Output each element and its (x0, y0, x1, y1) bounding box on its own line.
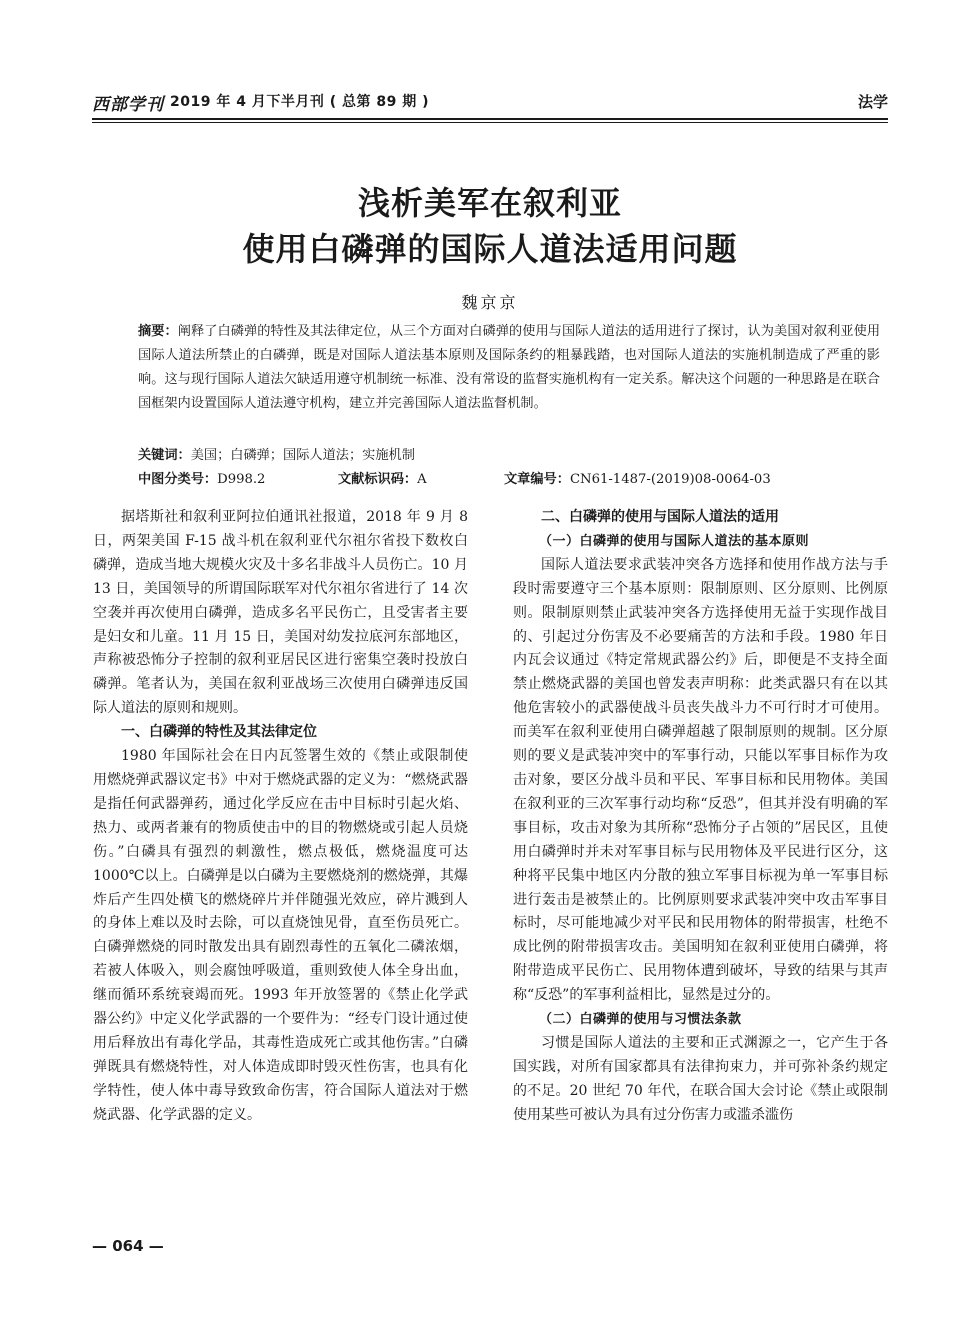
keywords-label: 关键词： (138, 448, 191, 463)
intro-paragraph: 据塔斯社和叙利亚阿拉伯通讯社报道，2018 年 9 月 8 日，两架美国 F-15 战斗机在叙利亚代尔祖尔省投下数枚白磷弹，造成当地大规模火灾及十多名非战斗人员伤亡。10 月 13 日，美国领导的所谓国际联军对代尔祖尔省进行了 14 次空袭并再次使用白磷弹，造成多名平民伤亡，且受害者主要是妇女和儿童。11 月 15 日，美国对幼发拉底河东部地区，声称被恐怖分子控制的叙利亚居民区进行密集空袭时投放白磷弹。笔者认为，美国在叙利亚战场三次使用白磷弹违反国际人道法的原则和规则。 (93, 509, 468, 717)
article-number (504, 468, 771, 492)
article-title (92, 180, 888, 272)
header-rule-thin (92, 122, 888, 123)
article-number-value: CN61-1487-(2019)08-0064-03 (569, 472, 771, 487)
clc-number (138, 468, 265, 492)
section-heading-2: 二、白磷弹的使用与国际人道法的适用 (541, 509, 779, 525)
doc-code-value: A (417, 472, 427, 487)
article-number-label: 文章编号： (504, 472, 570, 487)
abstract-label: 摘要： (138, 324, 178, 339)
header-rule (92, 118, 888, 120)
subsection-heading-2-1: （一）白磷弹的使用与国际人道法的基本原则 (539, 533, 810, 549)
page-number: — 064 — (92, 1237, 164, 1255)
doc-code-label: 文献标识码： (338, 472, 418, 487)
subsection-2-1-paragraph: 国际人道法要求武装冲突各方选择和使用作战方法与手段时需要遵守三个基本原则：限制原则、区分原则、比例原则。限制原则禁止武装冲突各方选择使用无益于实现作战目的、引起过分伤害及不必要痛苦的方法和手段。1980 年日内瓦会议通过《特定常规武器公约》后，即便是不支持全面禁止燃烧武器的美国也曾发表声明称：此类武器只有在以其他危害较小的武器使战斗员丧失战斗力不可行时才可使用。而美军在叙利亚使用白磷弹超越了限制原则的规制。区分原则的要义是武装冲突中的军事行动，只能以军事目标作为攻击对象，要区分战斗员和平民、军事目标和民用物体。美国在叙利亚的三次军事行动均称“反恐”，但其并没有明确的军事目标，攻击对象为其所称“恐怖分子占领的”居民区，且使用白磷弹时并未对军事目标与民用物体及平民进行区分，这种将平民集中地区内分散的独立军事目标视为单一军事目标进行轰击是被禁止的。比例原则要求武装冲突中攻击军事目标时，尽可能地减少对平民和民用物体的附带损害，杜绝不成比例的附带损害攻击。美国明知在叙利亚使用白磷弹，将附带造成平民伤亡、民用物体遭到破坏，导致的结果与其声称“反恐”的军事利益相比，显然是过分的。 (513, 556, 888, 1004)
running-header (92, 86, 888, 116)
document-code (338, 468, 427, 492)
title-line-1: 浅析美军在叙利亚 (357, 184, 622, 222)
author-name: 魏京京 (461, 293, 519, 312)
clc-value: D998.2 (217, 472, 266, 487)
title-line-2: 使用白磷弹的国际人道法适用问题 (242, 230, 738, 268)
right-column (513, 506, 888, 1128)
section-1-paragraph: 1980 年国际社会在日内瓦签署生效的《禁止或限制使用燃烧弹武器议定书》中对于燃烧武器的定义为：“燃烧武器是指任何武器弹药，通过化学反应在击中目标时引起火焰、热力、或两者兼有的物质使击中的目的物燃烧或引起人员烧伤。”白磷具有强烈的刺激性，燃点极低，燃烧温度可达 1000℃以上。白磷弹是以白磷为主要燃烧剂的燃烧弹，其爆炸后产生四处横飞的燃烧碎片并伴随强光效应，碎片溅到人的身体上难以及时去除，可以直烧蚀见骨，直至伤员死亡。白磷弹燃烧的同时散发出具有剧烈毒性的五氧化二磷浓烟，若被人体吸入，则会腐蚀呼吸道，重则致使人体全身出血，继而循环系统衰竭而死。1993 年开放签署的《禁止化学武器公约》中定义化学武器的一个要件为：“经专门设计通过使用后释放出有毒化学品，其毒性造成死亡或其他伤害。”白磷弹既具有燃烧特性，对人体造成即时毁灭性伤害，也具有化学特性，使人体中毒导致致命伤害，符合国际人道法对于燃烧武器、化学武器的定义。 (93, 748, 468, 1123)
journal-logo: 西部学刊 (92, 95, 164, 115)
section-label: 法学 (857, 93, 888, 111)
subsection-2-2-paragraph: 习惯是国际人道法的主要和正式渊源之一，它产生于各国实践，对所有国家都具有法律拘束力，并可弥补条约规定的不足。20 世纪 70 年代，在联合国大会讨论《禁止或限制使用某些可被认为具有过分伤害力或滥杀滥伤 (513, 1034, 888, 1123)
classification-line (138, 468, 880, 492)
issue-info: 2019 年 4 月下半月刊 ( 总第 89 期 ) (170, 94, 429, 110)
subsection-heading-2-2: （二）白磷弹的使用与习惯法条款 (539, 1012, 742, 1028)
clc-label: 中图分类号： (138, 472, 218, 487)
keywords (138, 444, 880, 468)
left-column (93, 506, 468, 1128)
abstract (138, 320, 880, 416)
section-heading-1: 一、白磷弹的特性及其法律定位 (121, 724, 317, 741)
abstract-text: 阐释了白磷弹的特性及其法律定位，从三个方面对白磷弹的使用与国际人道法的适用进行了探讨，认为美国对叙利亚使用国际人道法所禁止的白磷弹，既是对国际人道法基本原则及国际条约的粗暴践踏，也对国际人道法的实施机制造成了严重的影响。这与现行国际人道法欠缺适用遵守机制统一标准、没有常设的监督实施机构有一定关系。解决这个问题的一种思路是在联合国框架内设置国际人道法遵守机构，建立并完善国际人道法监督机制。 (138, 324, 881, 411)
keywords-text: 美国；白磷弹；国际人道法；实施机制 (190, 448, 415, 463)
